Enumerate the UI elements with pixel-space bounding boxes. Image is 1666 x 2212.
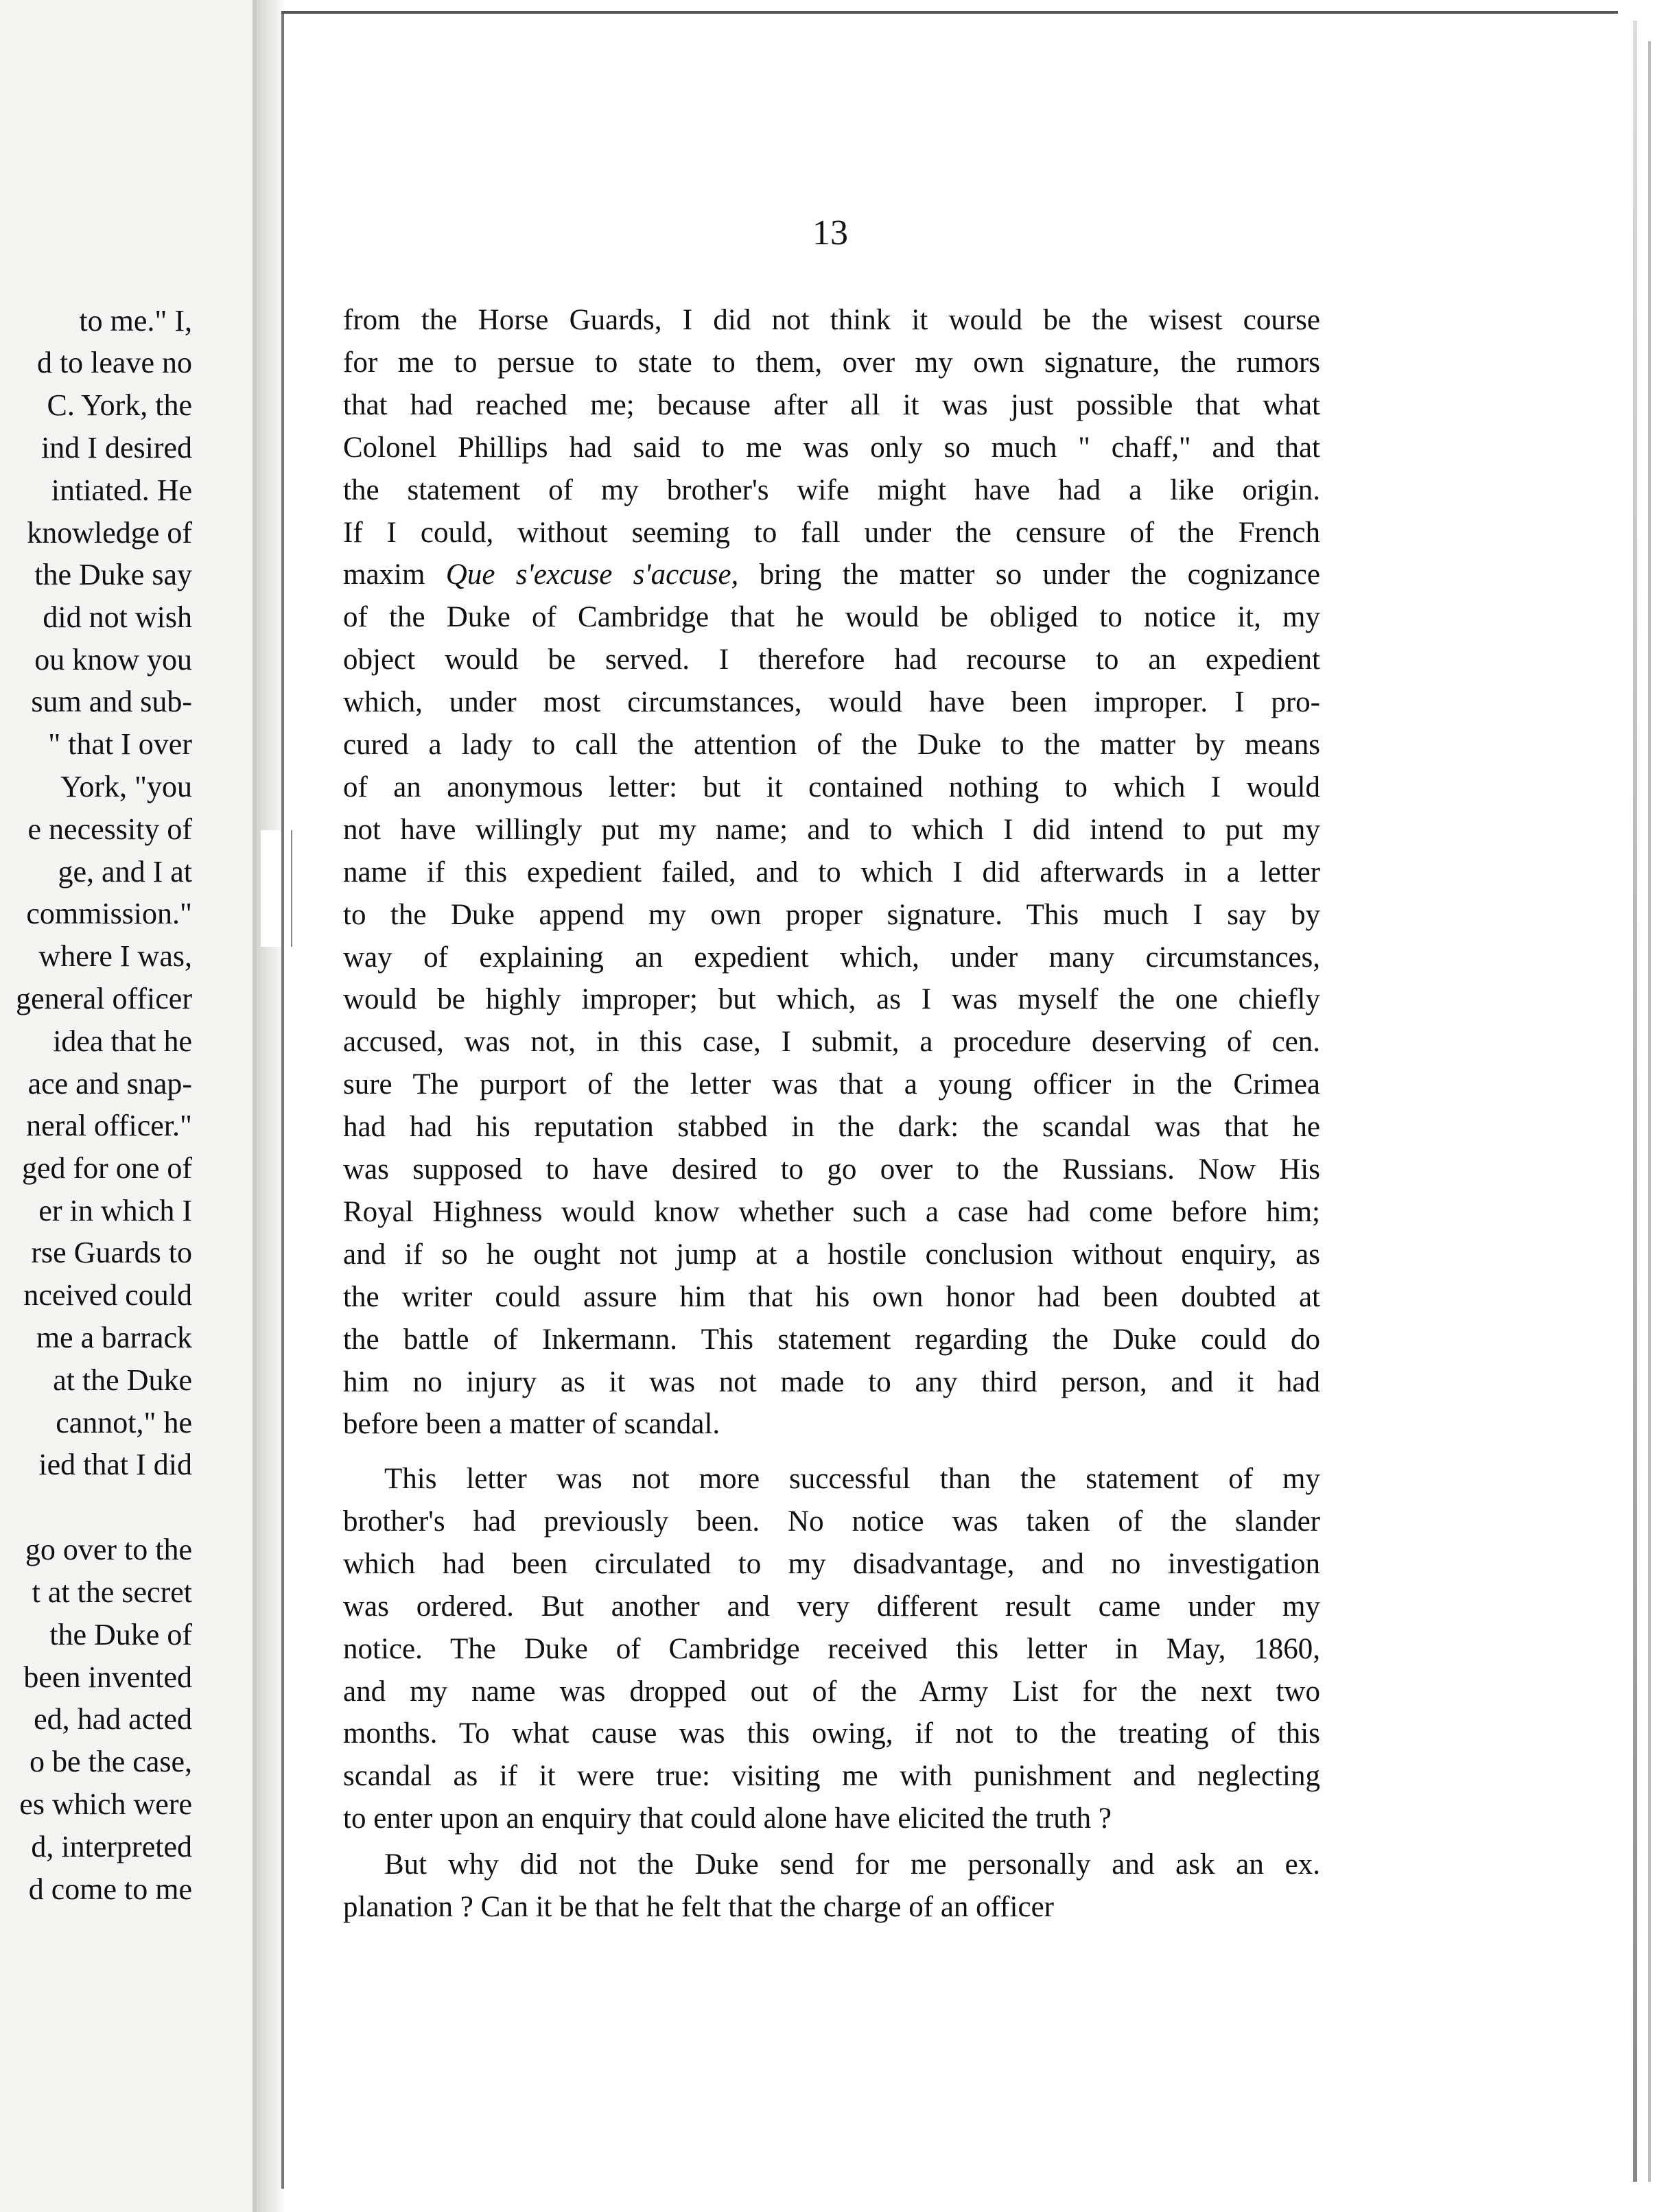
left-page-line: ed, had acted — [34, 1702, 192, 1736]
text-line: scandal as if it were true: visiting me with punishment and neglecting — [343, 1760, 1320, 1793]
left-page-line: the Duke say — [34, 558, 192, 591]
text-line: maxim Que s'excuse s'accuse, bring the matter so under the cognizance — [343, 558, 1320, 591]
text-line: the statement of my brother's wife might have had a like origin. — [343, 473, 1320, 506]
text-line: which, under most circumstances, would have been improper. I pro- — [343, 686, 1320, 719]
text-line: months. To what cause was this owing, if not to the treating of this — [343, 1717, 1320, 1750]
left-page-line: d come to me — [28, 1872, 192, 1906]
text-line: planation ? Can it be that he felt that the charge of an officer — [343, 1890, 1054, 1923]
left-page-line: go over to the — [25, 1533, 192, 1566]
text-line: and if so he ought not jump at a hostile conclusion without enquiry, as — [343, 1238, 1320, 1271]
left-page-line: ged for one of — [21, 1151, 192, 1185]
text-line: not have willingly put my name; and to which I did intend to put my — [343, 813, 1320, 846]
text-line: had had his reputation stabbed in the dark: the scandal was that he — [343, 1111, 1320, 1144]
left-page-line: ace and snap- — [27, 1067, 192, 1101]
left-page-line: commission." — [26, 897, 192, 930]
left-page-line: intiated. He — [51, 473, 192, 507]
left-page-line: sum and sub- — [31, 685, 192, 718]
left-page-line: t at the secret — [32, 1575, 192, 1609]
text-line: of an anonymous letter: but it contained nothing to which I would — [343, 770, 1320, 803]
text-line: object would be served. I therefore had recourse to an expedient — [343, 644, 1320, 676]
left-page-line: where I was, — [38, 939, 192, 973]
left-page-line: knowledge of — [27, 516, 192, 550]
left-page-line: e necessity of — [27, 812, 192, 846]
text-line: and my name was dropped out of the Army List for the next two — [343, 1675, 1320, 1708]
text-line: the battle of Inkermann. This statement regarding the Duke could do — [343, 1323, 1320, 1356]
text-line: cured a lady to call the attention of the Duke to the matter by means — [343, 729, 1320, 761]
text-line: notice. The Duke of Cambridge received this letter in May, 1860, — [343, 1632, 1320, 1665]
left-page-line: the Duke of — [49, 1618, 192, 1651]
left-page-line: ge, and I at — [58, 855, 192, 889]
left-page-line: to me." I, — [79, 304, 192, 338]
left-page-line: d to leave no — [36, 346, 192, 379]
text-line: of the Duke of Cambridge that he would be obliged to notice it, my — [343, 601, 1320, 634]
text-line: name if this expedient failed, and to which I did afterwards in a letter — [343, 856, 1320, 889]
left-page-line: York, "you — [60, 770, 192, 803]
left-page-line: ind I desired — [41, 431, 192, 464]
text-line: him no injury as it was not made to any third person, and it had — [343, 1365, 1320, 1398]
text-line: sure The purport of the letter was that a young officer in the Crimea — [343, 1068, 1320, 1101]
text-line: for me to persue to state to them, over my own signature, the rumors — [343, 346, 1320, 379]
text-line: If I could, without seeming to fall under the censure of the French — [343, 516, 1320, 549]
text-line: from the Horse Guards, I did not think it would be the wisest course — [343, 304, 1320, 336]
left-page-line: o be the case, — [30, 1745, 192, 1778]
text-line: was ordered. But another and very different result came under my — [343, 1590, 1320, 1623]
text-line: But why did not the Duke send for me personally and ask an ex. — [384, 1848, 1320, 1881]
left-page-line: me a barrack — [36, 1321, 192, 1354]
left-page-line: es which were — [19, 1787, 192, 1821]
text-line: accused, was not, in this case, I submit, a procedure deserving of cen. — [343, 1026, 1320, 1059]
text-line: brother's had previously been. No notice was taken of the slander — [343, 1505, 1320, 1538]
left-page-line: d, interpreted — [31, 1830, 192, 1863]
left-page-line: C. York, the — [47, 388, 192, 422]
left-page-line: did not wish — [43, 600, 192, 634]
left-page-line: idea that he — [53, 1024, 192, 1058]
left-page-line: ied that I did — [38, 1448, 192, 1481]
text-line: that had reached me; because after all it was just possible that what — [343, 388, 1320, 421]
text-line: This letter was not more successful than the statement of my — [384, 1463, 1320, 1495]
text-line: would be highly improper; but which, as I was myself the one chiefly — [343, 983, 1320, 1016]
left-page-line: cannot," he — [56, 1406, 192, 1439]
left-page-line: neral officer." — [26, 1109, 192, 1142]
left-page-line: been invented — [23, 1660, 192, 1694]
text-line: Colonel Phillips had said to me was only so much " chaff," and that — [343, 431, 1320, 464]
text-line: way of explaining an expedient which, under many circumstances, — [343, 941, 1320, 974]
left-page-line: rse Guards to — [31, 1236, 192, 1269]
text-line: to the Duke append my own proper signature. This much I say by — [343, 898, 1320, 931]
left-page-line: at the Duke — [53, 1363, 192, 1397]
text-line: before been a matter of scandal. — [343, 1408, 720, 1441]
left-page-line: er in which I — [38, 1194, 192, 1227]
text-line: was supposed to have desired to go over to the Russians. Now His — [343, 1153, 1320, 1186]
left-page-line: ou know you — [34, 643, 192, 676]
left-page-line: general officer — [16, 982, 192, 1015]
page-number: 13 — [812, 213, 848, 252]
left-page-line: " that I over — [48, 727, 192, 761]
text-line: to enter upon an enquiry that could alone have elicited the truth ? — [343, 1802, 1112, 1835]
text-line: the writer could assure him that his own honor had been doubted at — [343, 1280, 1320, 1313]
text-line: which had been circulated to my disadvantage, and no investigation — [343, 1547, 1320, 1580]
left-page-line: nceived could — [23, 1278, 192, 1312]
text-line: Royal Highness would know whether such a case had come before him; — [343, 1195, 1320, 1228]
